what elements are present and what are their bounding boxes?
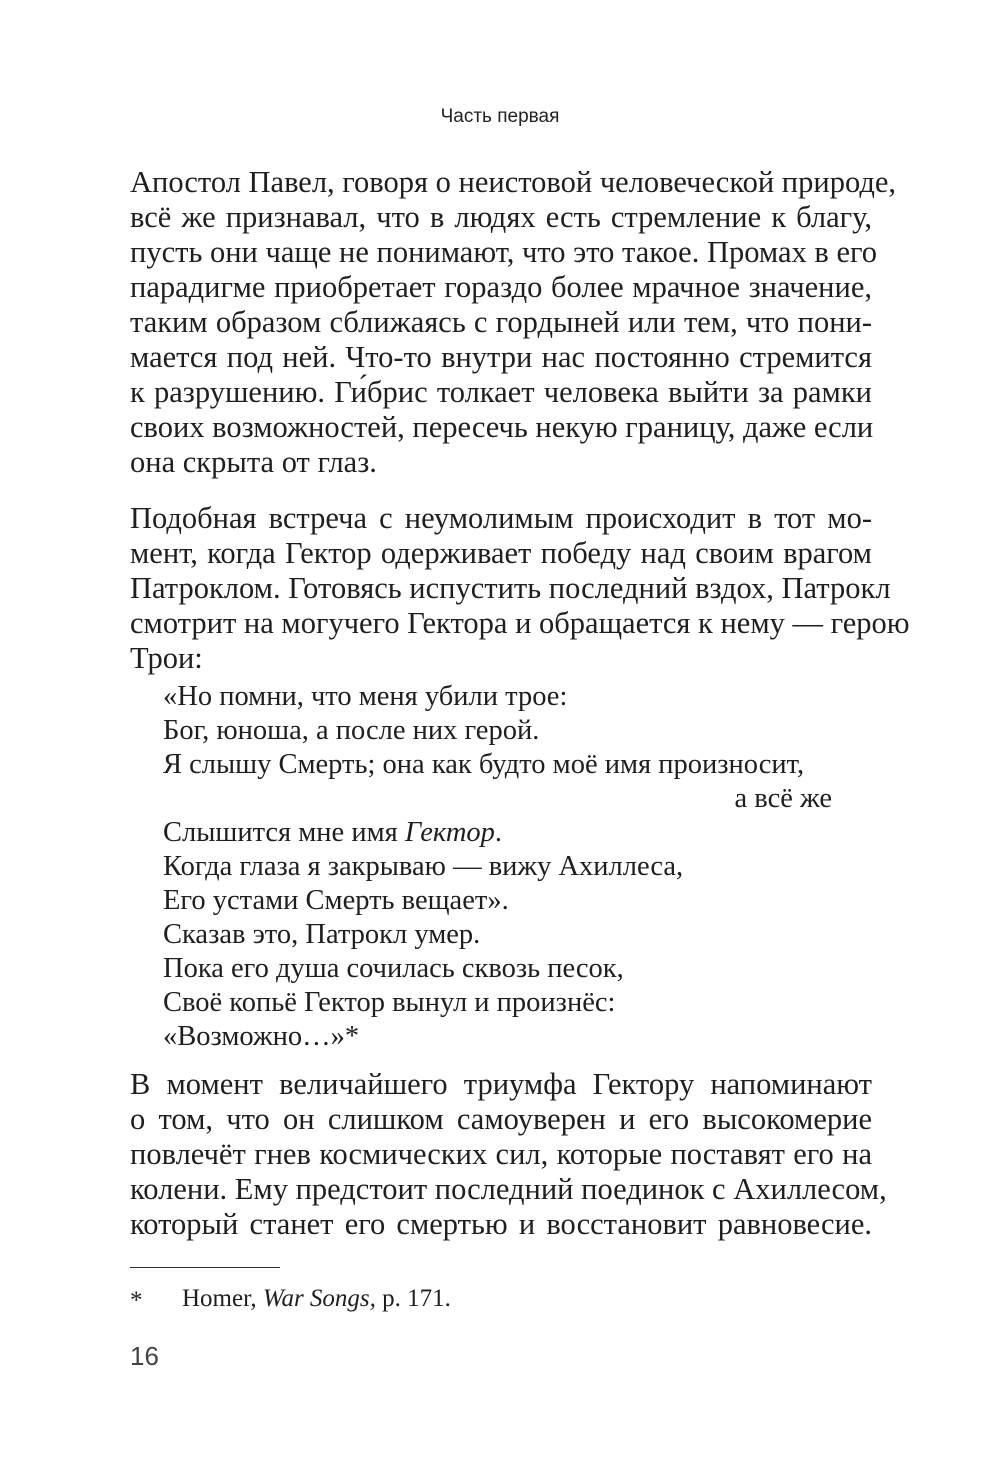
text-line: о том, что он слишком самоуверен и его высокомерие bbox=[130, 1102, 872, 1136]
verse-line: Своё копьё Гектор вынул и произнёс: bbox=[163, 987, 616, 1018]
text-line: который станет его смертью и восстановит равновесие. bbox=[130, 1207, 872, 1241]
text-line: Подобная встреча с неумолимым происходит в тот мо- bbox=[130, 501, 872, 535]
verse-line: Пока его душа сочилась сквозь песок, bbox=[163, 953, 624, 984]
verse-line bbox=[163, 816, 502, 850]
page-number: 16 bbox=[130, 1341, 159, 1371]
verse-line: Я слышу Смерть; она как будто моё имя произносит, bbox=[163, 749, 805, 780]
text-line: Апостол Павел, говоря о неистовой человеческой природе, bbox=[130, 165, 896, 199]
text-line: она скрыта от глаз. bbox=[130, 445, 377, 479]
text-line: парадигме приобретает гораздо более мрачное значение, bbox=[130, 270, 872, 304]
text-line: Трои: bbox=[130, 641, 203, 675]
text-line: всё же признавал, что в людях есть стремление к благу, bbox=[130, 200, 872, 234]
footnote-text bbox=[182, 1284, 451, 1314]
verse-italic-name: Гектор bbox=[404, 817, 495, 848]
verse-line: Его устами Смерть вещает». bbox=[163, 885, 509, 916]
verse-line: Бог, юноша, а после них герой. bbox=[163, 715, 540, 746]
text-line: В момент величайшего триумфа Гектору напоминают bbox=[130, 1067, 872, 1101]
footnote-author: Homer, bbox=[182, 1285, 263, 1312]
verse-text: Слышится мне имя bbox=[163, 817, 405, 848]
verse-line: «Но помни, что меня убили трое: bbox=[163, 681, 568, 712]
verse-text: . bbox=[494, 817, 503, 848]
verse-line: Когда глаза я закрываю — вижу Ахиллеса, bbox=[163, 851, 684, 882]
text-line: колени. Ему предстоит последний поединок с Ахиллесом, bbox=[130, 1172, 887, 1206]
text-line: смотрит на могучего Гектора и обращается к нему — герою bbox=[130, 606, 910, 640]
verse-line-continuation: а всё же bbox=[734, 783, 832, 814]
footnote-title: War Songs, bbox=[262, 1285, 376, 1312]
text-line: мается под ней. Что-то внутри нас постоянно стремится bbox=[130, 340, 872, 374]
text-line: таким образом сближаясь с гордыней или тем, что пони- bbox=[130, 305, 872, 339]
verse-line: «Возможно…»* bbox=[163, 1021, 360, 1052]
text-line: повлечёт гнев космических сил, которые поставят его на bbox=[130, 1137, 872, 1171]
text-line: пусть они чаще не понимают, что это такое. Промах в его bbox=[130, 235, 877, 269]
verse-line: Сказав это, Патрокл умер. bbox=[163, 919, 481, 950]
footnote-page: p. 171. bbox=[375, 1285, 451, 1312]
running-head: Часть первая bbox=[440, 106, 560, 127]
footnote-divider bbox=[130, 1267, 280, 1268]
footnote-marker: * bbox=[130, 1287, 143, 1314]
text-line: Патроклом. Готовясь испустить последний вздох, Патрокл bbox=[130, 571, 891, 605]
text-line: мент, когда Гектор одерживает победу над своим врагом bbox=[130, 536, 872, 570]
text-line: своих возможностей, пересечь некую границу, даже если bbox=[130, 410, 874, 444]
text-line: к разрушению. Ги́брис толкает человека выйти за рамки bbox=[130, 375, 872, 409]
